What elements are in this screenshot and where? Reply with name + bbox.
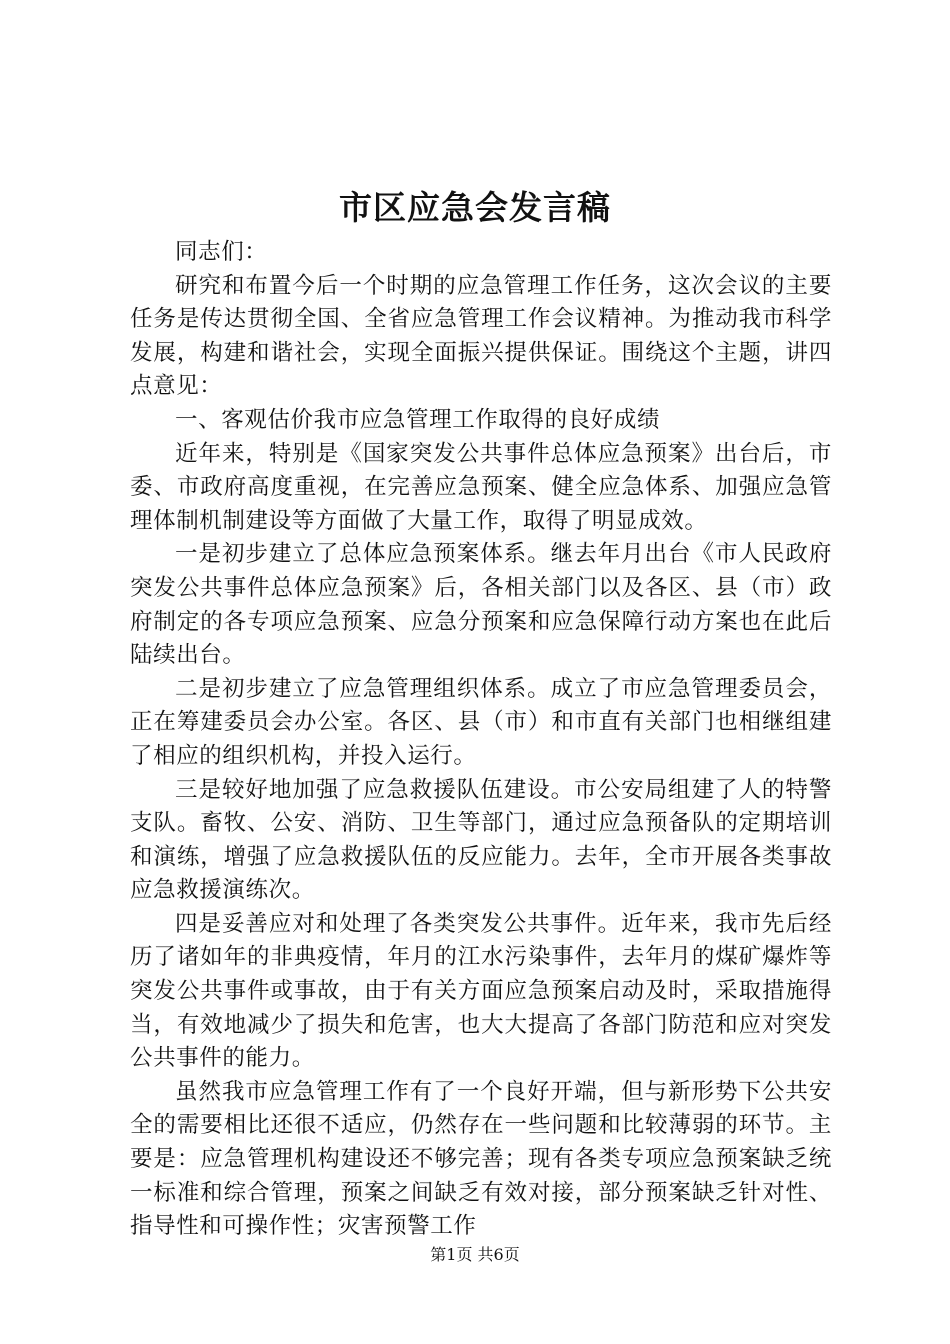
document-body — [130, 236, 832, 1244]
page-footer: 第1页 共6页 — [430, 1245, 520, 1264]
body-paragraph: 一是初步建立了总体应急预案体系。继去年月出台《市人民政府突发公共事件总体应急预案》后，各相关部门以及各区、县（市）政府制定的各专项应急预案、应急分预案和应急保障行动方案也在此后陆续出台。 — [130, 541, 832, 669]
section-heading: 一、客观估价我市应急管理工作取得的良好成绩 — [175, 406, 661, 433]
body-paragraph: 三是较好地加强了应急救援队伍建设。市公安局组建了人的特警支队。畜牧、公安、消防、卫生等部门，通过应急预备队的定期培训和演练，增强了应急救援队伍的反应能力。去年，全市开展各类事故应急救援演练次。 — [130, 776, 832, 904]
body-paragraph: 虽然我市应急管理工作有了一个良好开端，但与新形势下公共安全的需要相比还很不适应，仍然存在一些问题和比较薄弱的环节。主要是：应急管理机构建设还不够完善；现有各类专项应急预案缺乏统一标准和综合管理，预案之间缺乏有效对接，部分预案缺乏针对性、指导性和可操作性；灾害预警工作 — [130, 1078, 832, 1240]
body-paragraph: 四是妥善应对和处理了各类突发公共事件。近年来，我市先后经历了诸如年的非典疫情，年月的江水污染事件，去年月的煤矿爆炸等突发公共事件或事故，由于有关方面应急预案启动及时，采取措施得当，有效地减少了损失和危害，也大大提高了各部门防范和应对突发公共事件的能力。 — [130, 910, 832, 1072]
body-paragraph: 二是初步建立了应急管理组织体系。成立了市应急管理委员会，正在筹建委员会办公室。各区、县（市）和市直有关部门也相继组建了相应的组织机构，并投入运行。 — [130, 675, 832, 769]
document-title: 市区应急会发言稿 — [339, 188, 611, 227]
body-paragraph: 研究和布置今后一个时期的应急管理工作任务，这次会议的主要任务是传达贯彻全国、全省应急管理工作会议精神。为推动我市科学发展，构建和谐社会，实现全面振兴提供保证。围绕这个主题，讲四点意见： — [130, 272, 832, 400]
salutation: 同志们： — [175, 239, 268, 265]
body-paragraph: 近年来，特别是《国家突发公共事件总体应急预案》出台后，市委、市政府高度重视，在完善应急预案、健全应急体系、加强应急管理体制机制建设等方面做了大量工作，取得了明显成效。 — [130, 440, 832, 534]
